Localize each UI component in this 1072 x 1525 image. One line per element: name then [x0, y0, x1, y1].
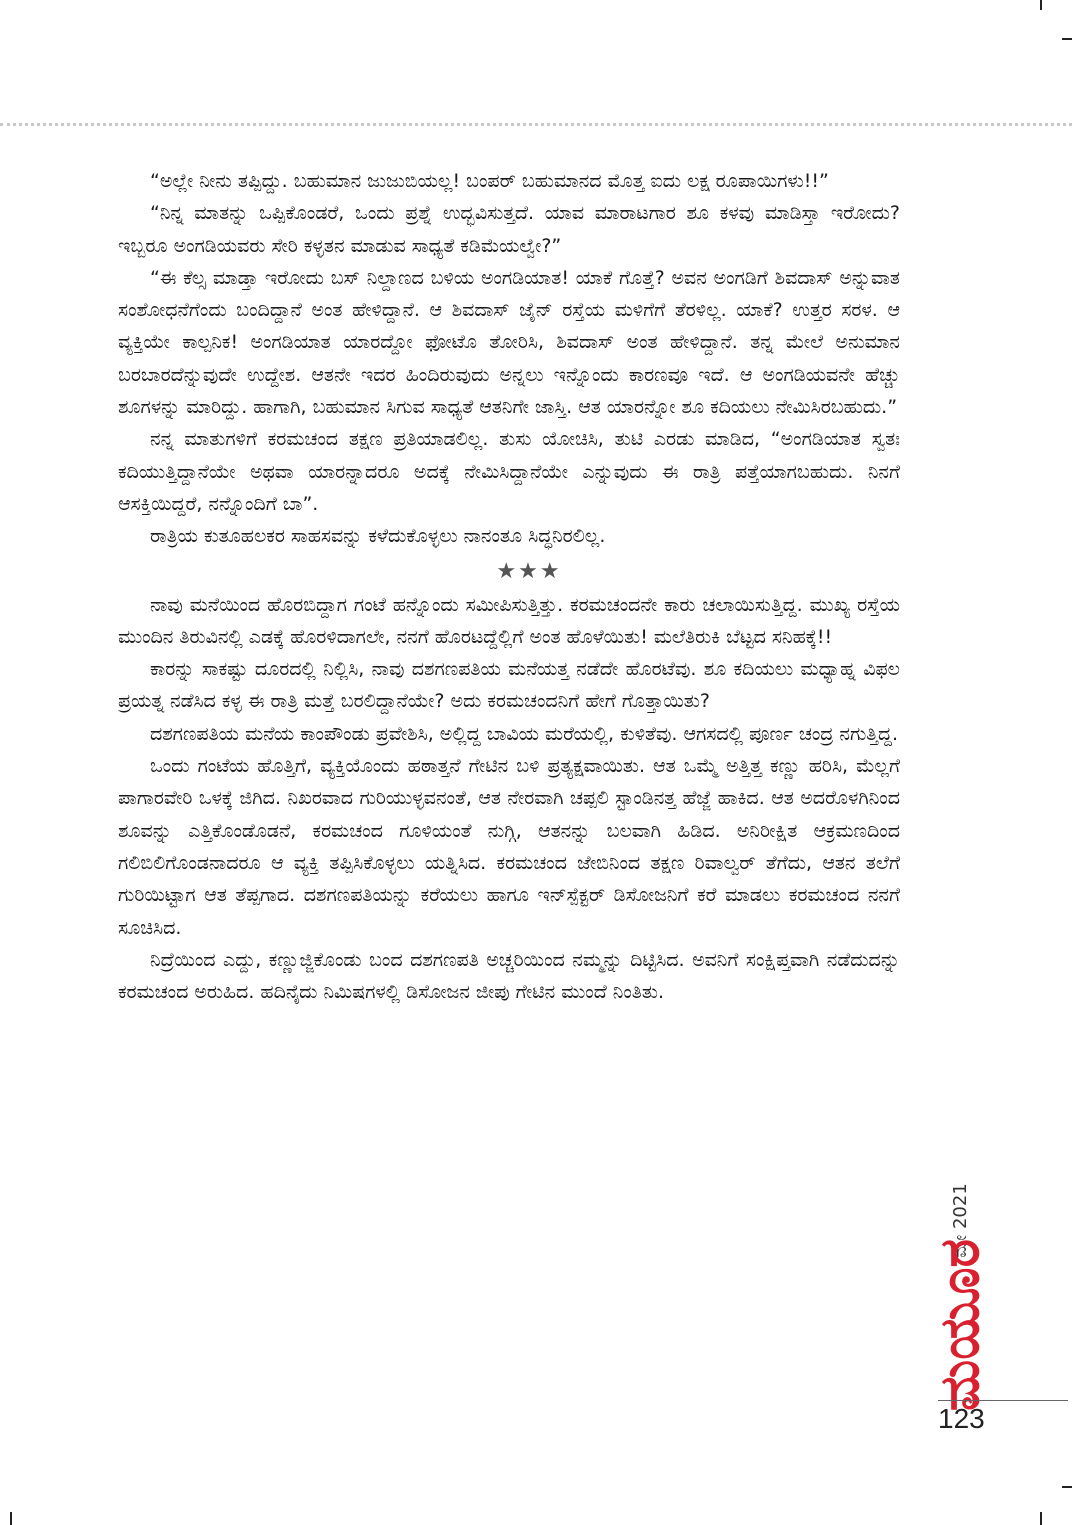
- crop-mark: [10, 1512, 12, 1525]
- paragraph: ನಿದ್ರೆಯಿಂದ ಎದ್ದು, ಕಣ್ಣುಜ್ಜಿಕೊಂಡು ಬಂದ ದಶಗಣಪತಿ ಅಚ್ಚರಿಯಿಂದ ನಮ್ಮನ್ನು ದಿಟ್ಟಿಸಿದ. ಅವನಿಗೆ ಸಂಕ್ಷಿಪ್ತವಾಗಿ ನಡೆದುದನ್ನು ಕರಮಚಂದ ಅರುಹಿದ. ಹದಿನೈದು ನಿಮಿಷಗಳಲ್ಲಿ ಡಿಸೋಜನ ಜೀಪು ಗೇಟಿನ ಮುಂದೆ ನಿಂತಿತು.: [118, 948, 900, 1004]
- paragraph: “ಅಲ್ಲೇ ನೀನು ತಪ್ಪಿದ್ದು. ಬಹುಮಾನ ಜುಜುಬಿಯಲ್ಲ! ಬಂಪರ್ ಬಹುಮಾನದ ಮೊತ್ತ ಐದು ಲಕ್ಷ ರೂಪಾಯಿಗಳು!!”: [150, 170, 829, 192]
- section-separator: ★★★: [496, 558, 562, 584]
- article-body: [118, 165, 900, 1008]
- crop-mark: [1040, 1512, 1042, 1525]
- paragraph: ದಶಗಣಪತಿಯ ಮನೆಯ ಕಾಂಪೌಂಡು ಪ್ರವೇಶಿಸಿ, ಅಲ್ಲಿದ್ದ ಬಾವಿಯ ಮರೆಯಲ್ಲಿ, ಕುಳಿತೆವು. ಆಗಸದಲ್ಲಿ ಪೂರ್ಣ ಚಂದ್ರ ನಗುತ್ತಿದ್ದ.: [150, 722, 899, 745]
- magazine-name: ಮಯೂರ: [928, 1238, 991, 1412]
- paragraph: “ಈ ಕೆಲ್ಸ ಮಾಡ್ತಾ ಇರೋದು ಬಸ್ ನಿಲ್ದಾಣದ ಬಳಿಯ ಅಂಗಡಿಯಾತ! ಯಾಕೆ ಗೊತ್ತೆ? ಅವನ ಅಂಗಡಿಗೆ ಶಿವದಾಸ್ ಅನ್ನುವಾತ ಸಂಶೋಧನೆಗೆಂದು ಬಂದಿದ್ದಾನೆ ಅಂತ ಹೇಳಿದ್ದಾನೆ. ಆ ಶಿವದಾಸ್ ಜೈನ್ ರಸ್ತೆಯ ಮಳಿಗೆಗೆ ತೆರಳಿಲ್ಲ. ಯಾಕೆ? ಉತ್ತರ ಸರಳ. ಆ ವ್ಯಕ್ತಿಯೇ ಕಾಲ್ಪನಿಕ! ಅಂಗಡಿಯಾತ ಯಾರದ್ದೋ ಫೋಟೊ ತೋರಿಸಿ, ಶಿವದಾಸ್ ಅಂತ ಹೇಳಿದ್ದಾನೆ. ತನ್ನ ಮೇಲೆ ಅನುಮಾನ ಬರಬಾರದೆನ್ನುವುದೇ ಉದ್ದೇಶ. ಆತನೇ ಇದರ ಹಿಂದಿರುವುದು ಅನ್ನಲು ಇನ್ನೊಂದು ಕಾರಣವೂ ಇದೆ. ಆ ಅಂಗಡಿಯವನೇ ಹೆಚ್ಚು ಶೂಗಳನ್ನು ಮಾರಿದ್ದು. ಹಾಗಾಗಿ, ಬಹುಮಾನ ಸಿಗುವ ಸಾಧ್ಯತೆ ಆತನಿಗೇ ಜಾಸ್ತಿ. ಆತ ಯಾರನ್ನೋ ಶೂ ಕದಿಯಲು ನೇಮಿಸಿರಬಹುದು.”: [118, 266, 900, 419]
- crop-mark: [1062, 38, 1072, 40]
- paragraph: ನಾವು ಮನೆಯಿಂದ ಹೊರಬಿದ್ದಾಗ ಗಂಟೆ ಹನ್ನೊಂದು ಸಮೀಪಿಸುತ್ತಿತ್ತು. ಕರಮಚಂದನೇ ಕಾರು ಚಲಾಯಿಸುತ್ತಿದ್ದ. ಮುಖ್ಯ ರಸ್ತೆಯ ಮುಂದಿನ ತಿರುವಿನಲ್ಲಿ ಎಡಕ್ಕೆ ಹೊರಳಿದಾಗಲೇ, ನನಗೆ ಹೊರಟದ್ದೆಲ್ಲಿಗೆ ಅಂತ ಹೊಳೆಯಿತು! ಮಲೆತಿರುಕಿ ಬೆಟ್ಟದ ಸನಿಹಕ್ಕೆ!!: [118, 593, 900, 648]
- paragraph: ರಾತ್ರಿಯ ಕುತೂಹಲಕರ ಸಾಹಸವನ್ನು ಕಳೆದುಕೊಳ್ಳಲು ನಾನಂತೂ ಸಿದ್ಧನಿರಲಿಲ್ಲ.: [150, 525, 606, 548]
- issue-date-text: ಮೇ 2021: [949, 1182, 971, 1258]
- header-dotted-rule: [0, 123, 1072, 126]
- paragraph: ಒಂದು ಗಂಟೆಯ ಹೊತ್ತಿಗೆ, ವ್ಯಕ್ತಿಯೊಂದು ಹಠಾತ್ತನೆ ಗೇಟಿನ ಬಳಿ ಪ್ರತ್ಯಕ್ಷವಾಯಿತು. ಆತ ಒಮ್ಮೆ ಅತ್ತಿತ್ತ ಕಣ್ಣು ಹರಿಸಿ, ಮೆಲ್ಲಗೆ ಪಾಗಾರವೇರಿ ಒಳಕ್ಕೆ ಜಿಗಿದ. ನಿಖರವಾದ ಗುರಿಯುಳ್ಳವನಂತೆ, ಆತ ನೇರವಾಗಿ ಚಪ್ಪಲಿ ಸ್ಟಾಂಡಿನತ್ತ ಹೆಜ್ಜೆ ಹಾಕಿದ. ಆತ ಅದರೊಳಗಿನಿಂದ ಶೂವನ್ನು ಎತ್ತಿಕೊಂಡೊಡನೆ, ಕರಮಚಂದ ಗೂಳಿಯಂತೆ ನುಗ್ಗಿ, ಆತನನ್ನು ಬಲವಾಗಿ ಹಿಡಿದ. ಅನಿರೀಕ್ಷಿತ ಆಕ್ರಮಣದಿಂದ ಗಲಿಬಿಲಿಗೊಂಡನಾದರೂ ಆ ವ್ಯಕ್ತಿ ತಪ್ಪಿಸಿಕೊಳ್ಳಲು ಯತ್ನಿಸಿದ. ಕರಮಚಂದ ಜೇಬಿನಿಂದ ತಕ್ಷಣ ರಿವಾಲ್ವರ್ ತೆಗೆದು, ಆತನ ತಲೆಗೆ ಗುರಿಯಿಟ್ಟಾಗ ಆತ ತೆಪ್ಪಗಾದ. ದಶಗಣಪತಿಯನ್ನು ಕರೆಯಲು ಹಾಗೂ ಇನ್‌ಸ್ಪೆಕ್ಟರ್ ಡಿಸೋಜನಿಗೆ ಕರೆ ಮಾಡಲು ಕರಮಚಂದ ನನಗೆ ಸೂಚಿಸಿದ.: [118, 755, 900, 939]
- paragraph: ಕಾರನ್ನು ಸಾಕಷ್ಟು ದೂರದಲ್ಲಿ ನಿಲ್ಲಿಸಿ, ನಾವು ದಶಗಣಪತಿಯ ಮನೆಯತ್ತ ನಡೆದೇ ಹೊರಟೆವು. ಶೂ ಕದಿಯಲು ಮಧ್ಯಾಹ್ನ ವಿಫಲ ಪ್ರಯತ್ನ ನಡೆಸಿದ ಕಳ್ಳ ಈ ರಾತ್ರಿ ಮತ್ತೆ ಬರಲಿದ್ದಾನೆಯೇ? ಅದು ಕರಮಚಂದನಿಗೆ ಹೇಗೆ ಗೊತ್ತಾಯಿತು?: [118, 658, 900, 713]
- crop-mark: [1040, 0, 1042, 10]
- paragraph: “ನಿನ್ನ ಮಾತನ್ನು ಒಪ್ಪಿಕೊಂಡರೆ, ಒಂದು ಪ್ರಶ್ನೆ ಉದ್ಭವಿಸುತ್ತದೆ. ಯಾವ ಮಾರಾಟಗಾರ ಶೂ ಕಳವು ಮಾಡಿಸ್ತಾ ಇರೋದು? ಇಬ್ಬರೂ ಅಂಗಡಿಯವರು ಸೇರಿ ಕಳ್ಳತನ ಮಾಡುವ ಸಾಧ್ಯತೆ ಕಡಿಮೆಯಲ್ವೇ?”: [118, 202, 900, 257]
- page-number: 123: [938, 1400, 1068, 1435]
- paragraph: ನನ್ನ ಮಾತುಗಳಿಗೆ ಕರಮಚಂದ ತಕ್ಷಣ ಪ್ರತಿಯಾಡಲಿಲ್ಲ. ತುಸು ಯೋಚಿಸಿ, ತುಟಿ ಎರಡು ಮಾಡಿದ, “ಅಂಗಡಿಯಾತ ಸ್ವತಃ ಕದಿಯುತ್ತಿದ್ದಾನೆಯೇ ಅಥವಾ ಯಾರನ್ನಾದರೂ ಅದಕ್ಕೆ ನೇಮಿಸಿದ್ದಾನೆಯೇ ಎನ್ನುವುದು ಈ ರಾತ್ರಿ ಪತ್ತೆಯಾಗಬಹುದು. ನಿನಗೆ ಆಸಕ್ತಿಯಿದ್ದರೆ, ನನ್ನೊಂದಿಗೆ ಬಾ”.: [118, 428, 900, 515]
- crop-mark: [1062, 1486, 1072, 1488]
- magazine-logo: [920, 1160, 1000, 1490]
